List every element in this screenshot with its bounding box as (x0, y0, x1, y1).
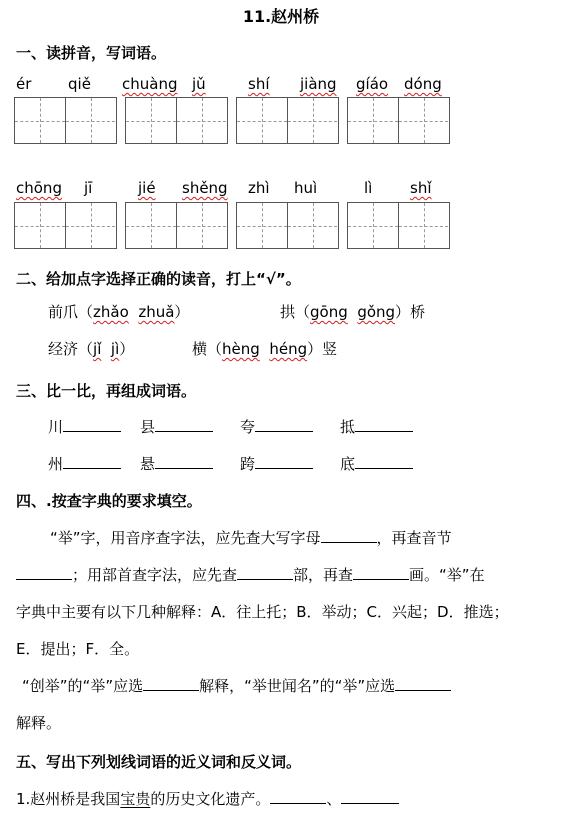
answer-blank[interactable] (255, 467, 313, 469)
underlined-word: 宝贵 (120, 790, 151, 808)
answer-blank[interactable] (355, 467, 413, 469)
reading-choice: 经济（jǐ jì） (48, 340, 135, 358)
answer-blank[interactable] (63, 467, 121, 469)
pinyin: shí (248, 75, 270, 93)
answer-blank[interactable] (353, 578, 409, 580)
compare-item: 底 (340, 453, 413, 474)
writing-grid[interactable] (236, 97, 339, 144)
paragraph-line: 字典中主要有以下几种解释：A．往上托；B．举动；C．兴起；D．推选； (16, 603, 509, 621)
writing-grid[interactable] (347, 97, 450, 144)
answer-blank[interactable] (143, 689, 199, 691)
option[interactable]: zhǎo (93, 303, 129, 321)
reading-choice: 前爪（zhǎo zhuǎ） (48, 303, 190, 321)
pinyin: jǔ (192, 75, 206, 93)
pinyin: jiàng (300, 75, 337, 93)
pinyin: shǐ (410, 179, 432, 197)
pinyin: gíáo (356, 75, 389, 93)
compare-item: 州 (48, 453, 121, 474)
section-1-heading: 一、读拼音，写词语。 (16, 44, 167, 62)
pinyin: chuàng (122, 75, 178, 93)
answer-blank[interactable] (321, 541, 377, 543)
section-3-heading: 三、比一比，再组成词语。 (16, 382, 197, 400)
paragraph-line: “创举”的“举”应选 解释，“举世闻名”的“举”应选 (22, 675, 451, 696)
pinyin: huì (294, 179, 318, 197)
paragraph-line: E．提出；F．全。 (16, 640, 140, 658)
option[interactable]: héng (269, 340, 308, 358)
answer-blank[interactable] (237, 578, 293, 580)
pinyin: ér (16, 75, 32, 93)
compare-item: 跨 (240, 453, 313, 474)
answer-blank[interactable] (63, 430, 121, 432)
compare-item: 川 (48, 416, 121, 437)
pinyin: qiě (68, 75, 91, 93)
page-title: 11.赵州桥 (242, 7, 320, 26)
writing-grid[interactable] (125, 202, 228, 249)
answer-blank[interactable] (155, 430, 213, 432)
reading-choice: 拱（gōng gǒng）桥 (280, 303, 426, 321)
paragraph-line: ；用部首查字法，应先查 部，再查 画。“举”在 (16, 564, 485, 585)
compare-item: 抵 (340, 416, 413, 437)
option[interactable]: gǒng (357, 303, 396, 321)
pinyin: chōng (16, 179, 62, 197)
section-4-heading: 四、.按查字典的要求填空。 (16, 492, 202, 510)
option[interactable]: gōng (310, 303, 348, 321)
pinyin: lì (364, 179, 373, 197)
writing-grid[interactable] (14, 202, 117, 249)
synonym-item: 1.赵州桥是我国宝贵的历史文化遗产。 、 (16, 788, 399, 809)
pinyin: shěng (182, 179, 228, 197)
compare-item: 悬 (140, 453, 213, 474)
answer-blank[interactable] (355, 430, 413, 432)
section-5-heading: 五、写出下列划线词语的近义词和反义词。 (16, 753, 302, 771)
reading-choice: 横（hèng héng）竖 (192, 340, 338, 358)
paragraph-line: “举”字，用音序查字法，应先查大写字母 ，再查音节 (50, 529, 452, 547)
answer-blank[interactable] (155, 467, 213, 469)
answer-blank[interactable] (395, 689, 451, 691)
writing-grid[interactable] (125, 97, 228, 144)
answer-blank[interactable] (16, 578, 72, 580)
synonym-blank[interactable] (270, 802, 326, 804)
pinyin: dóng (404, 75, 442, 93)
writing-grid[interactable] (14, 97, 117, 144)
option[interactable]: jǐ (93, 340, 102, 358)
pinyin: jié (138, 179, 156, 197)
paragraph-line: 解释。 (16, 714, 62, 732)
option[interactable]: zhuǎ (138, 303, 175, 321)
writing-grid[interactable] (236, 202, 339, 249)
compare-item: 县 (140, 416, 213, 437)
compare-item: 夸 (240, 416, 313, 437)
pinyin: jī (84, 179, 93, 197)
option[interactable]: hèng (222, 340, 260, 358)
answer-blank[interactable] (255, 430, 313, 432)
pinyin: zhì (248, 179, 270, 197)
antonym-blank[interactable] (341, 802, 399, 804)
option[interactable]: jì (110, 340, 120, 358)
section-2-heading: 二、给加点字选择正确的读音，打上“√”。 (16, 270, 301, 288)
writing-grid[interactable] (347, 202, 450, 249)
